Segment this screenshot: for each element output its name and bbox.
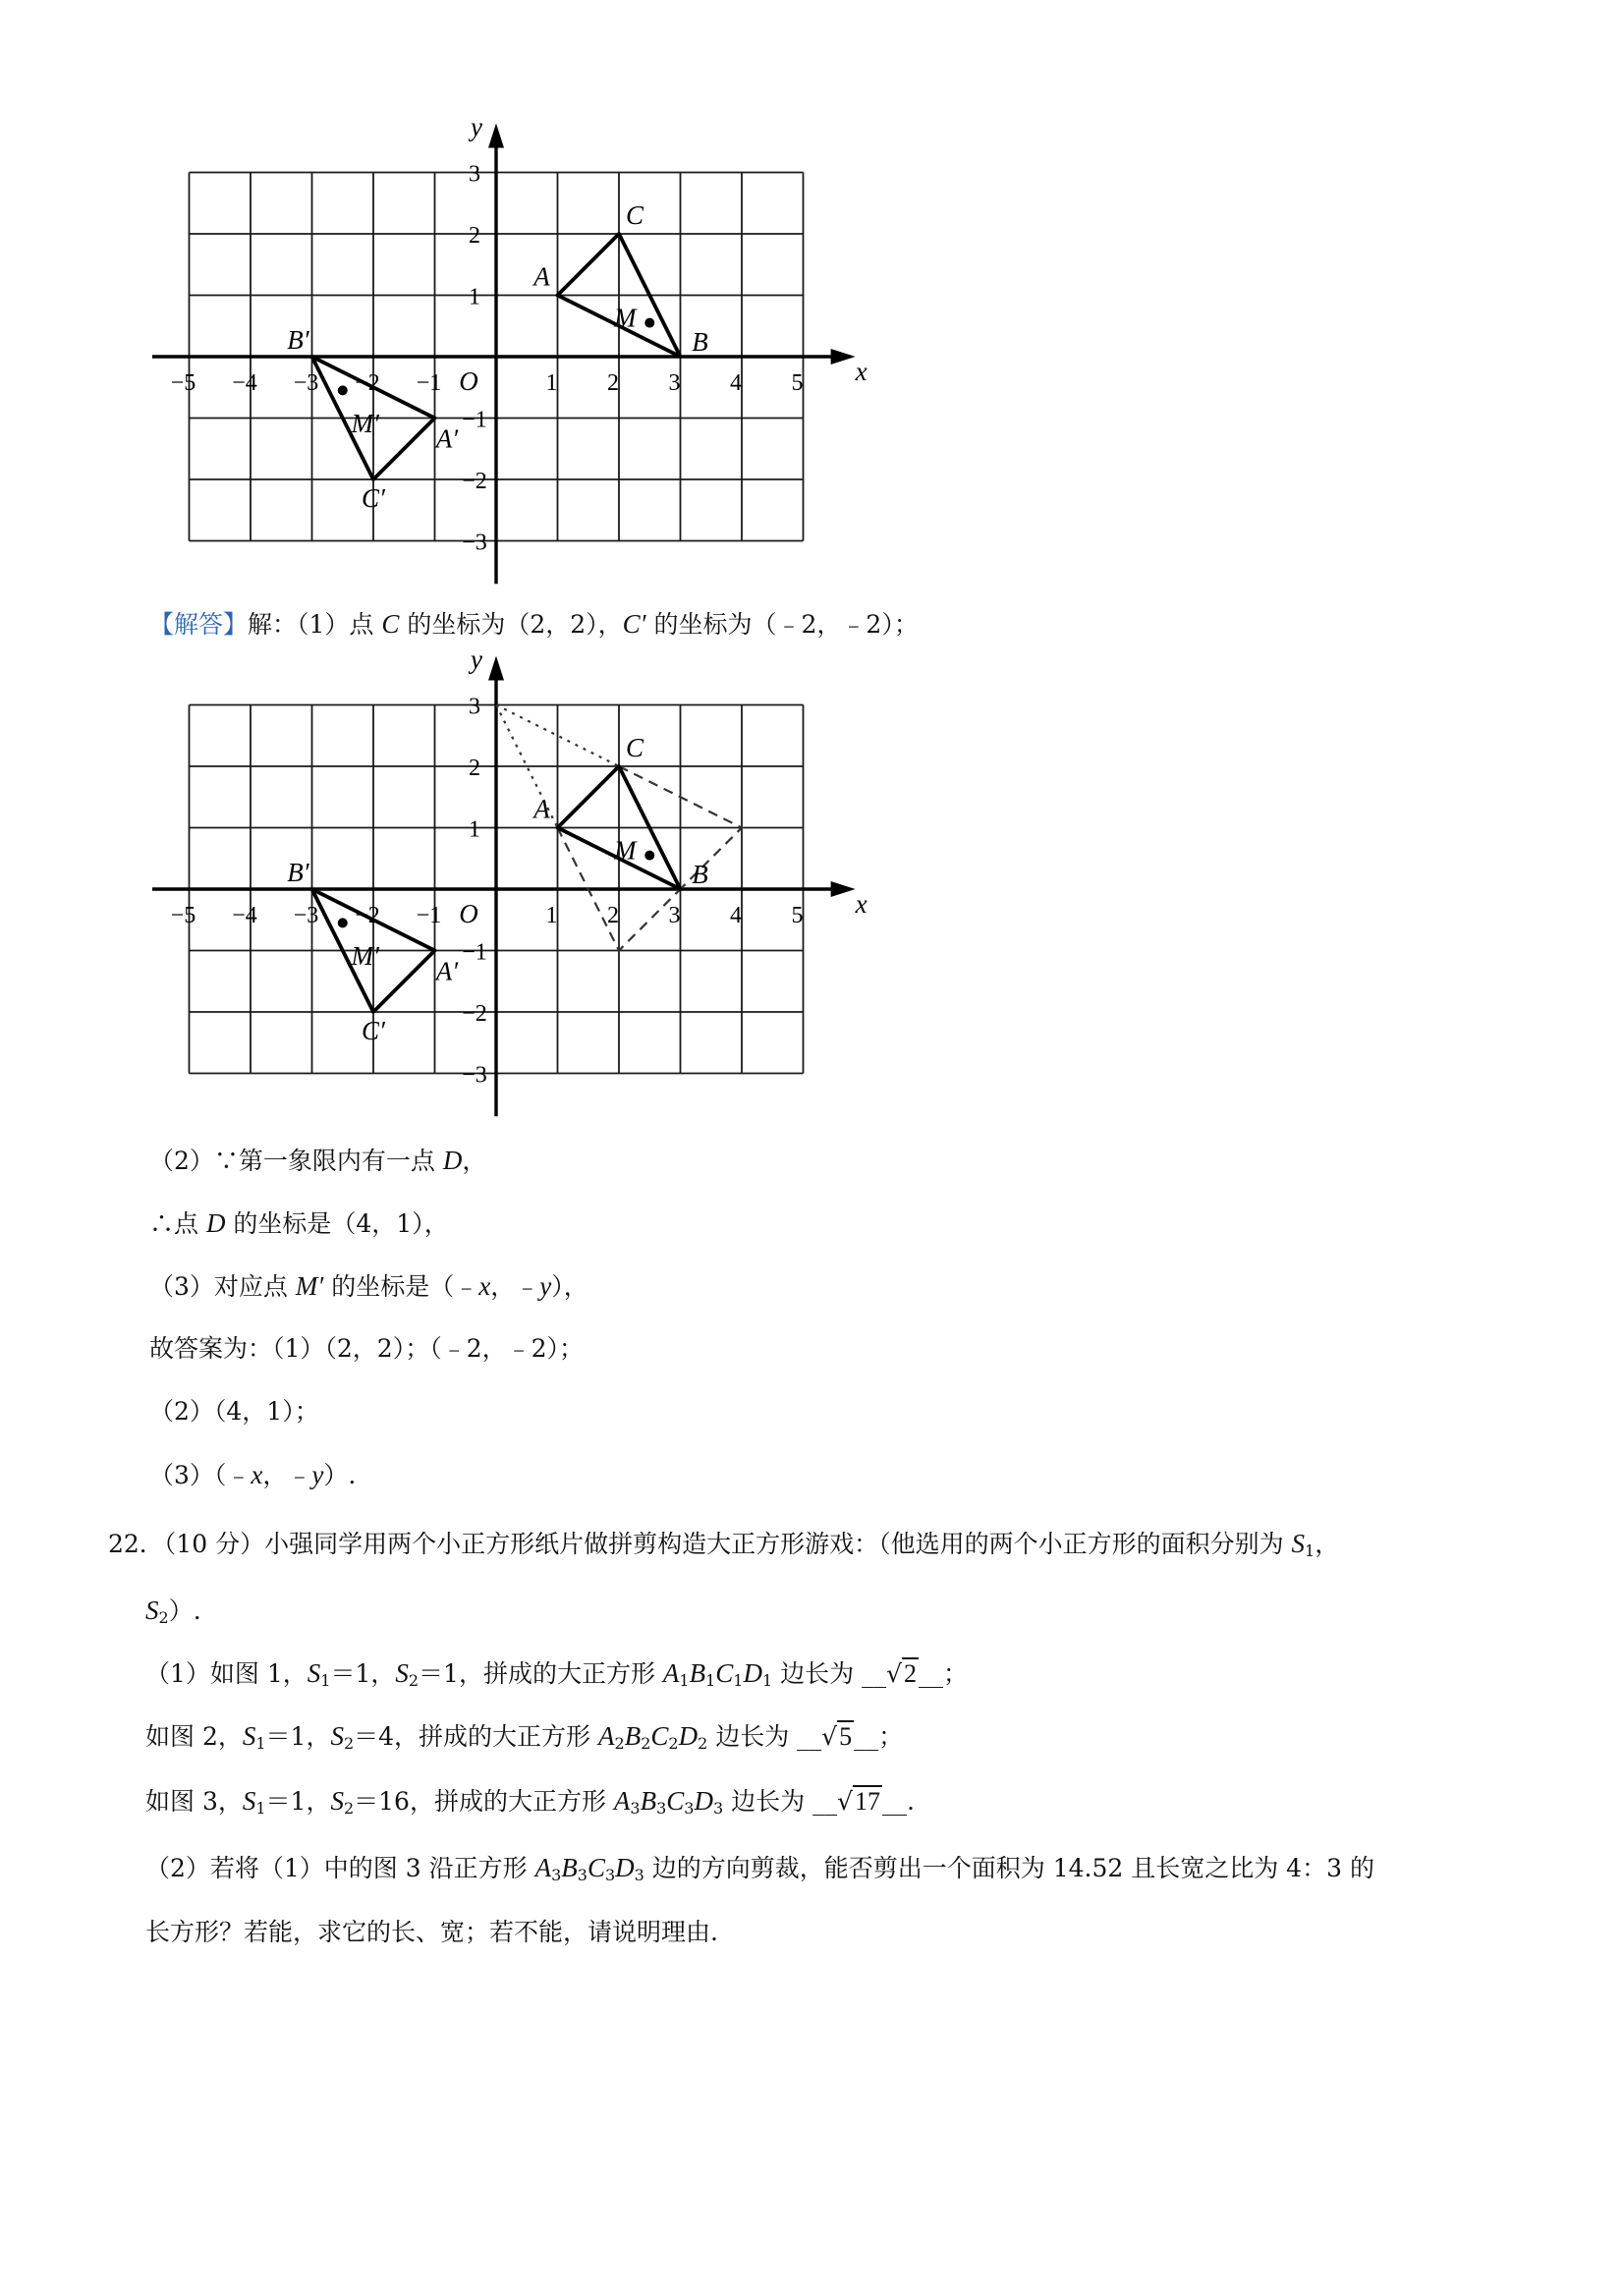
q22-part1-line-1: （1）如图 1，$S_1=1$，$S_2=1$，拼成的大正方形 $A_1B_1C_1D_1$ 边长为 __√2__； [145, 1658, 969, 1690]
coordinate-figure-2 [138, 639, 865, 1100]
point-m-dot [644, 851, 654, 861]
point-label-a-prime: A′ [435, 423, 459, 454]
x-tick-label: −4 [232, 903, 257, 928]
x-tick-label: −3 [293, 903, 319, 928]
answer-line-6: （2）（4，1）； [149, 1397, 319, 1426]
origin-label: O [459, 366, 478, 396]
x-tick-label: −2 [355, 903, 380, 928]
x-axis-arrow [831, 349, 856, 364]
y-tick-label: −1 [462, 939, 487, 966]
y-tick-label: 3 [469, 694, 480, 720]
point-label-c: C [625, 733, 644, 762]
point-label-a-prime: A′ [435, 956, 459, 986]
axes [152, 656, 856, 1117]
x-axis-arrow [831, 881, 856, 897]
y-tick-label: −1 [462, 407, 487, 433]
x-tick-label: 5 [791, 903, 804, 928]
q22-part1-line-2: 如图 2，$S_1=1$，$S_2=4$，拼成的大正方形 $A_2B_2C_2D_2$ 边长为 __√5__； [145, 1721, 904, 1753]
point-label-b-prime: B′ [287, 325, 309, 355]
point-label-b-prime: B′ [287, 858, 309, 887]
point-label-b: B [692, 327, 708, 357]
x-tick-label: 2 [607, 370, 619, 396]
x-tick-label: 3 [668, 903, 681, 928]
y-axis-arrow [488, 656, 504, 681]
q22-stem-line-1: 22．（10 分）小强同学用两个小正方形纸片做拼剪构造大正方形游戏：（他选用的两个小正方形的面积分别为 $S_1$， [108, 1529, 1340, 1560]
y-tick-label: −3 [462, 530, 487, 556]
answer-line-4: （3）对应点 M′ 的坐标是（﹣x，﹣y）， [149, 1271, 588, 1301]
y-tick-label: 2 [469, 223, 480, 249]
x-tick-label: −1 [416, 903, 442, 928]
y-axis-arrow [488, 124, 504, 148]
point-label-b: B [692, 860, 708, 889]
x-axis-name: x [855, 357, 867, 386]
point-label-c-prime: C′ [362, 1016, 385, 1045]
answer-line-1: 【解答】解：（1）点 C 的坐标为（2，2），C′ 的坐标为（﹣2，﹣2）； [149, 609, 919, 639]
coordinate-grid-2 [138, 639, 865, 1100]
point-label-m-prime: M′ [351, 940, 379, 971]
q22-part2-line-1: （2）若将（1）中的图 3 沿正方形 $A_3B_3C_3D_3$ 边的方向剪裁，能否剪出一个面积为 14.52 且长宽之比为 4：3 的 [145, 1853, 1374, 1884]
point-m-prime-dot [338, 385, 348, 395]
x-tick-label: 4 [730, 903, 742, 928]
q22-part1-line-3: 如图 3，$S_1=1$，$S_2=16$，拼成的大正方形 $A_3B_3C_3D_3$ 边长为 __√17__. [145, 1786, 915, 1818]
answer-line-3: ∴点 D 的坐标是（4，1）， [149, 1208, 449, 1238]
y-tick-label: 1 [469, 284, 480, 310]
answer-line-2: （2）∵第一象限内有一点 D， [149, 1146, 487, 1175]
y-tick-label: 1 [469, 816, 480, 843]
x-tick-label: −5 [170, 370, 196, 396]
sqrt-sign: √ [886, 1659, 903, 1688]
answer-line-7: （3）（﹣x，﹣y）. [149, 1460, 357, 1489]
point-label-m-prime: M′ [351, 408, 379, 438]
y-tick-label: 3 [469, 161, 480, 188]
x-axis-name: x [855, 889, 867, 919]
y-tick-label: −3 [462, 1062, 487, 1089]
y-axis-name: y [471, 644, 482, 674]
x-tick-label: −3 [293, 370, 319, 396]
point-label-c-prime: C′ [362, 483, 385, 513]
point-label-m: M [614, 835, 637, 866]
q22-part2-line-2: 长方形？若能，求它的长、宽；若不能，请说明理由. [145, 1918, 718, 1946]
y-tick-label: −2 [462, 469, 487, 494]
answer-tag: 【解答】 [149, 610, 249, 639]
x-tick-label: 1 [545, 370, 558, 396]
y-tick-label: −2 [462, 1001, 487, 1027]
x-tick-label: 5 [791, 370, 804, 396]
sqrt-sign: √ [837, 1787, 854, 1816]
y-tick-label: 2 [469, 756, 480, 781]
y-axis-name: y [471, 112, 482, 141]
x-tick-label: 3 [668, 370, 681, 396]
x-tick-label: 4 [730, 370, 742, 396]
point-label-c: C [625, 200, 644, 230]
x-tick-label: −2 [355, 370, 380, 396]
labels [171, 644, 867, 1089]
point-label-a: A [533, 261, 550, 292]
axes [152, 124, 856, 585]
x-tick-label: 1 [545, 903, 558, 928]
q22-stem-line-2: $S_2$）. [145, 1596, 201, 1627]
coordinate-figure-1 [138, 106, 865, 568]
x-tick-label: 2 [607, 903, 619, 928]
coordinate-grid-1 [138, 106, 865, 568]
point-m-prime-dot [338, 918, 348, 927]
point-label-m: M [614, 303, 637, 333]
x-tick-label: −1 [416, 370, 442, 396]
origin-label: O [459, 899, 478, 928]
answer-line-5: 故答案为：（1）（2，2）；（﹣2，﹣2）； [149, 1334, 585, 1363]
x-tick-label: −5 [170, 903, 196, 928]
point-label-a: A [533, 794, 550, 824]
point-m-dot [644, 318, 654, 328]
sqrt-sign: √ [821, 1722, 838, 1751]
labels [171, 112, 867, 556]
x-tick-label: −4 [232, 370, 257, 396]
